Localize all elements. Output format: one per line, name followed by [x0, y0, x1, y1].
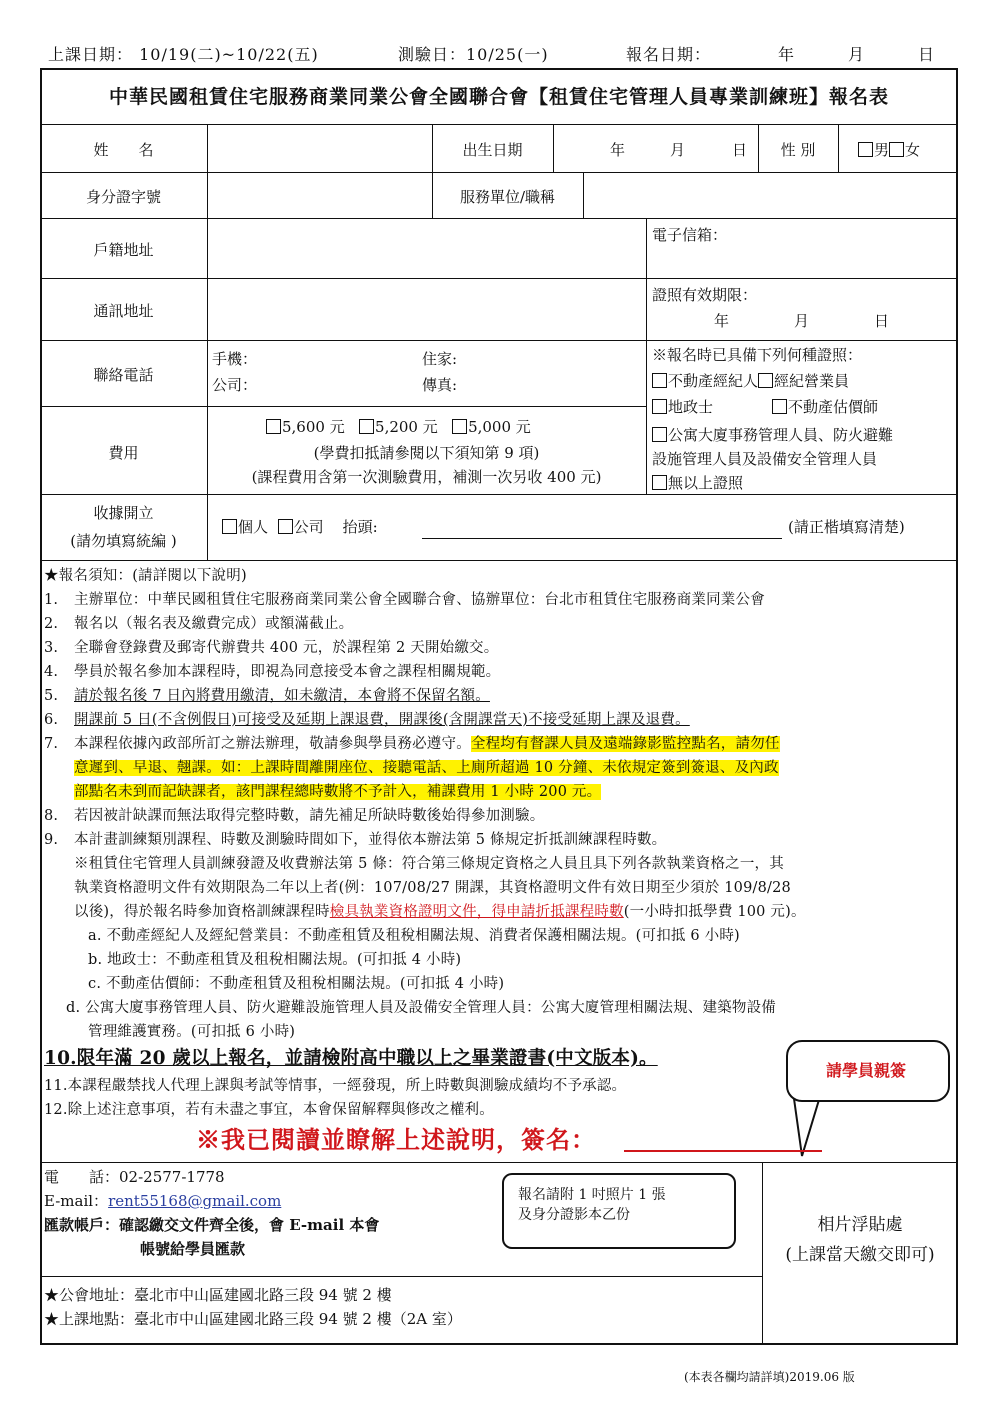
receipt-title-label: 抬頭: — [342, 518, 378, 536]
notice-item-7-cont-2: 部點名未到而記缺課者，該門課程總時數將不予計入，補課費用 1 小時 200 元。 — [74, 784, 602, 800]
receipt-label-note: (請勿填寫統編 ) — [70, 532, 177, 550]
test-date: 測驗日：10/25(一) — [398, 45, 549, 64]
divider — [40, 494, 958, 495]
divider — [40, 172, 958, 173]
cert-3-checkbox[interactable] — [652, 399, 667, 414]
license-day: 日 — [874, 312, 890, 330]
cert-row-2 — [652, 396, 713, 417]
cert-4-label: 不動產估價師 — [788, 398, 879, 416]
receipt-personal-label: 個人 — [238, 518, 269, 536]
cert-6-checkbox[interactable] — [652, 475, 667, 490]
divider — [553, 124, 554, 172]
gender-label: 性 別 — [780, 141, 816, 159]
notice-item-6: 6. 開課前 5 日(不含例假日)可接受及延期上課退費，開課後(含開課當天)不接受延期上課及退費。 — [44, 712, 690, 728]
cert-5-checkbox[interactable] — [652, 427, 667, 442]
fee-3-checkbox[interactable] — [452, 419, 467, 434]
license-month: 月 — [794, 312, 810, 330]
fee-2-checkbox[interactable] — [359, 419, 374, 434]
notice-heading: ★報名須知：(請詳閱以下說明) — [44, 568, 247, 584]
course-dates: 上課日期： 10/19(二)~10/22(五) — [48, 45, 319, 64]
fee-label: 費用 — [108, 444, 139, 462]
notice-item-5: 5. 請於報名後 7 日內將費用繳清，如未繳清，本會將不保留名額。 — [44, 688, 490, 704]
signup-day: 日 — [918, 45, 936, 64]
version-note: (本表各欄均請詳填)2019.06 版 — [684, 1370, 855, 1384]
notice-item-4: 4. 學員於報名參加本課程時，即視為同意接受本會之課程相關規範。 — [44, 664, 501, 680]
female-checkbox[interactable] — [889, 142, 904, 157]
contact-phone: 電 話：02-2577-1778 — [44, 1168, 225, 1186]
license-expiry-label: 證照有效期限： — [652, 286, 758, 304]
divider — [40, 340, 958, 341]
cert-row-1 — [652, 370, 849, 391]
notice-item-9-d: d. 公寓大廈事務管理人員、防火避難設施管理人員及設備安全管理人員：公寓大廈管理相關法規、建築物設備 — [66, 1000, 776, 1016]
notice-item-9-line-2: 執業資格證明文件有效期限為二年以上者(例：107/08/27 開課，其資格證明文件有效日期至少須於 109/8/28 — [74, 880, 791, 896]
notice-item-11: 11.本課程嚴禁找人代理上課與考試等情事，一經發現，所上時數與測驗成績均不予承認。 — [44, 1078, 627, 1094]
cert-2-checkbox[interactable] — [758, 373, 773, 388]
fee-1-label: 5,600 元 — [282, 418, 345, 436]
mobile-label: 手機： — [212, 350, 258, 368]
fee-2-label: 5,200 元 — [375, 418, 438, 436]
birth-label: 出生日期 — [462, 141, 523, 159]
notice-item-12: 12.除上述注意事項，若有未盡之事宜，本會保留解釋與修改之權利。 — [44, 1102, 494, 1118]
cert-row-2b — [772, 396, 878, 417]
notice-item-9-a: a. 不動產經紀人及經紀營業員：不動產租賃及租稅相關法規、消費者保護相關法規。(可扣抵 6 小時) — [88, 928, 740, 944]
notice-item-1: 1. 主辦單位：中華民國租賃住宅服務商業同業公會全國聯合會、協辦單位：台北市租賃住宅服務商業同業公會 — [44, 592, 765, 608]
photo-area-note: (上課當天繳交即可) — [785, 1245, 935, 1265]
household-address-field[interactable] — [210, 222, 642, 274]
divider — [40, 1276, 762, 1277]
photo-note-line-2: 及身分證影本乙份 — [518, 1207, 630, 1223]
mailing-address-field[interactable] — [210, 282, 642, 336]
form-title: 中華民國租賃住宅服務商業同業公會全國聯合會【租賃住宅管理人員專業訓練班】報名表 — [108, 86, 889, 108]
male-checkbox[interactable] — [858, 142, 873, 157]
notice-item-9-b: b. 地政士：不動產租賃及租稅相關法規。(可扣抵 4 小時) — [88, 952, 462, 968]
email-label: 電子信箱： — [652, 226, 728, 244]
birth-month: 月 — [670, 141, 686, 159]
id-label: 身分證字號 — [85, 188, 161, 206]
divider — [40, 1162, 958, 1163]
divider — [583, 172, 584, 218]
notice-item-7: 7. 本課程依據內政部所訂之辦法辦理，敬請參與學員務必遵守。全程均有督課人員及遠端錄影監控點名，請勿任 — [44, 736, 780, 752]
divider — [40, 124, 958, 125]
signup-month: 月 — [848, 45, 866, 64]
divider — [40, 218, 958, 219]
signature-bubble-text: 請學員親簽 — [825, 1061, 906, 1080]
female-label: 女 — [905, 141, 921, 159]
notice-item-8: 8. 若因被計缺課而無法取得完整時數，請先補足所缺時數後始得參加測驗。 — [44, 808, 545, 824]
divider — [40, 278, 958, 279]
employer-field[interactable] — [586, 176, 954, 214]
cert-1-label: 不動產經紀人 — [668, 372, 759, 390]
notice-item-9: 9. 本計畫訓練類別課程、時數及測驗時間如下，並得依本辦法第 5 條規定折抵訓練課程時數。 — [44, 832, 667, 848]
cert-2-label: 經紀營業員 — [774, 372, 850, 390]
notice-item-2: 2. 報名以（報名表及繳費完成）或額滿截止。 — [44, 616, 354, 632]
notice-item-9-d-cont: 管理維護實務。(可扣抵 6 小時) — [88, 1024, 296, 1040]
divider — [207, 124, 208, 560]
cert-5-label-cont: 設施管理人員及設備安全管理人員 — [652, 450, 878, 468]
contact-email — [44, 1190, 281, 1211]
receipt-company-label: 公司 — [293, 518, 324, 536]
fee-1-checkbox[interactable] — [266, 419, 281, 434]
cert-3-label: 地政士 — [668, 398, 714, 416]
fee-options — [266, 416, 531, 437]
cert-1-checkbox[interactable] — [652, 373, 667, 388]
cert-row-3 — [652, 424, 893, 445]
fee-3-label: 5,000 元 — [468, 418, 531, 436]
receipt-personal-checkbox[interactable] — [222, 519, 237, 534]
highlight-text: 全程均有督課人員及遠端錄影監控點名，請勿任 — [470, 736, 780, 752]
receipt-company-checkbox[interactable] — [278, 519, 293, 534]
cert-5-label: 公寓大廈事務管理人員、防火避難 — [668, 426, 894, 444]
notice-item-9-line-1: ※租賃住宅管理人員訓練發證及收費辦法第 5 條：符合第三條規定資格之人員且具下列各款執業資格之一，其 — [74, 856, 784, 872]
mailing-address-label: 通訊地址 — [93, 302, 154, 320]
divider — [646, 218, 647, 494]
fee-note-1: (學費扣抵請參閱以下須知第 9 項) — [313, 444, 540, 462]
birth-year: 年 — [610, 141, 626, 159]
company-phone-label: 公司： — [212, 376, 258, 394]
email-link[interactable]: rent55168@gmail.com — [108, 1192, 282, 1210]
phone-label: 聯絡電話 — [93, 366, 154, 384]
cert-title: ※報名時已具備下列何種證照： — [652, 346, 863, 364]
home-phone-label: 住家: — [422, 350, 458, 368]
fax-label: 傳真: — [422, 376, 458, 394]
id-field[interactable] — [210, 176, 430, 214]
association-address: ★公會地址：臺北市中山區建國北路三段 94 號 2 樓 — [44, 1286, 392, 1304]
course-info-line — [48, 42, 948, 64]
cert-6-label: 無以上證照 — [668, 474, 744, 492]
license-year: 年 — [714, 312, 730, 330]
notice-item-7-cont-1: 意遲到、早退、翹課。如：上課時間離開座位、接聽電話、上廁所超過 10 分鐘、未依規定簽到簽退、及內政 — [74, 760, 779, 776]
pledge-text: ※我已閱讀並瞭解上述說明，簽名： — [196, 1125, 596, 1154]
notice-item-9-c: c. 不動產估價師：不動產租賃及租稅相關法規。(可扣抵 4 小時) — [88, 976, 505, 992]
account-note-cont: 帳號給學員匯款 — [140, 1240, 246, 1258]
receipt-title-field[interactable] — [422, 538, 782, 539]
notice-item-10: 10.限年滿 20 歲以上報名，並請檢附高中職以上之畢業證書(中文版本)。 — [44, 1048, 658, 1069]
household-address-label: 戶籍地址 — [93, 241, 154, 259]
divider — [838, 124, 839, 172]
fee-note-2: (課程費用含第一次測驗費用，補測一次另收 400 元) — [251, 468, 602, 486]
signature-field[interactable] — [624, 1150, 822, 1152]
male-label: 男 — [874, 141, 890, 159]
receipt-options — [222, 516, 378, 537]
employer-label: 服務單位/職稱 — [459, 188, 556, 206]
divider — [40, 406, 646, 407]
receipt-hint: (請正楷填寫清楚) — [788, 518, 905, 536]
name-field[interactable] — [210, 128, 430, 168]
photo-attachment-note — [502, 1173, 736, 1249]
email-label: E-mail： — [44, 1192, 109, 1210]
venue-address: ★上課地點：臺北市中山區建國北路三段 94 號 2 樓（2A 室） — [44, 1310, 462, 1328]
notice-item-9-line-3: 以後)，得於報名時參加資格訓練課程時檢具執業資格證明文件，得申請折抵課程時數(一小時扣抵學費 100 元)。 — [74, 904, 806, 920]
divider — [40, 560, 958, 561]
photo-note-line-1: 報名請附 1 吋照片 1 張 — [518, 1187, 666, 1203]
notice-item-3: 3. 全聯會登錄費及郵寄代辦費共 400 元，於課程第 2 天開始繳交。 — [44, 640, 499, 656]
signup-year: 年 — [778, 45, 796, 64]
gender-options — [858, 139, 920, 160]
cert-4-checkbox[interactable] — [772, 399, 787, 414]
birth-day: 日 — [732, 141, 748, 159]
account-note: 匯款帳戶：確認繳交文件齊全後，會 E-mail 本會 — [44, 1216, 380, 1234]
signup-date-label: 報名日期： — [626, 45, 712, 64]
name-label: 姓 名 — [93, 141, 154, 159]
receipt-label: 收據開立 — [93, 504, 154, 522]
photo-area-label: 相片浮貼處 — [817, 1215, 903, 1235]
cert-row-4 — [652, 472, 743, 493]
